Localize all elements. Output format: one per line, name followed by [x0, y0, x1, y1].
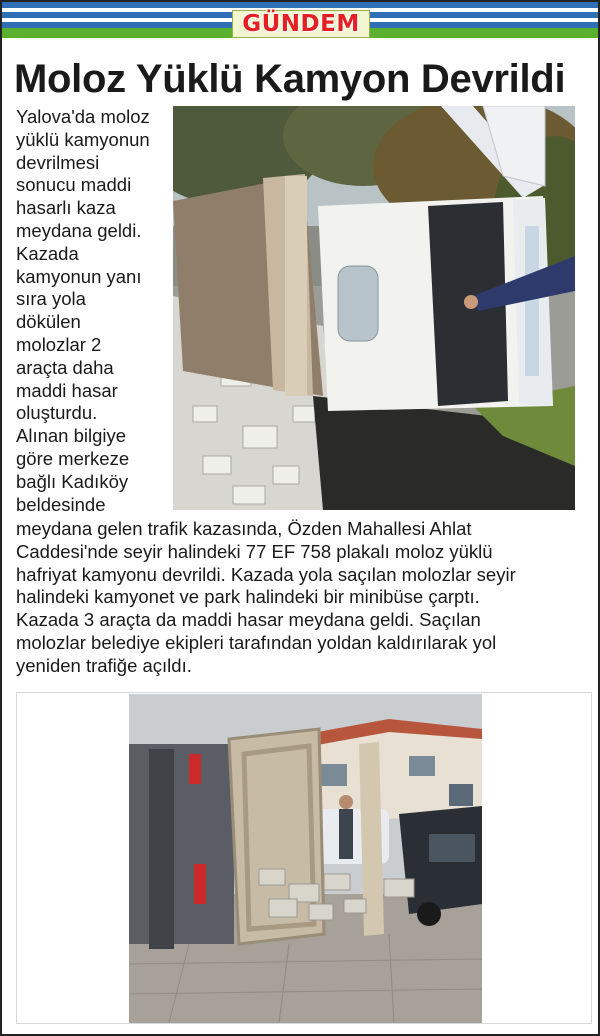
body-line: hasarlı kaza — [16, 197, 116, 219]
banner-stripe — [2, 38, 598, 46]
article-body-column — [16, 106, 171, 516]
body-line: molozlar 2 — [16, 333, 102, 355]
section-label-badge — [232, 10, 370, 38]
body-line: Caddesi'nde seyir halindeki 77 EF 758 plakalı moloz yüklü — [16, 540, 493, 562]
body-line: meydana gelen trafik kazasında, Özden Mahallesi Ahlat — [16, 518, 472, 539]
body-line: sıra yola — [16, 288, 86, 310]
section-label: GÜNDEM — [242, 11, 360, 37]
body-line: yeniden trafiğe açıldı. — [16, 654, 192, 676]
headline: Moloz Yüklü Kamyon Devrildi — [14, 57, 566, 101]
body-line: hafriyat kamyonu devrildi. Kazada yola saçılan molozlar seyir — [16, 563, 516, 585]
body-line: devrilmesi — [16, 151, 100, 173]
body-line: Kazada 3 araçta da maddi hasar meydana geldi. Saçılan — [16, 609, 481, 631]
body-line: molozlar belediye ekipleri tarafından yoldan kaldırılarak yol — [16, 631, 497, 653]
body-line: Yalova'da moloz — [16, 106, 150, 127]
body-line: göre merkeze — [16, 447, 130, 469]
accident-scene-photo — [129, 694, 482, 1023]
body-line: araçta daha — [16, 356, 114, 378]
overturned-truck-photo — [173, 106, 575, 510]
body-line: beldesinde — [16, 493, 106, 515]
body-line: maddi hasar — [16, 379, 118, 401]
body-line: sonucu maddi — [16, 174, 132, 196]
body-line: bağlı Kadıköy — [16, 470, 129, 492]
section-banner — [2, 2, 598, 46]
body-line: dökülen — [16, 311, 81, 333]
body-line: oluşturdu. — [16, 402, 98, 424]
body-line: Alınan bilgiye — [16, 425, 127, 447]
article-body-full — [16, 518, 592, 678]
body-line: Kazada — [16, 242, 79, 264]
body-line: yüklü kamyonun — [16, 128, 150, 150]
body-line: kamyonun yanı — [16, 265, 142, 287]
body-line: meydana geldi. — [16, 219, 142, 241]
body-line: halindeki kamyonet ve park halindeki bir minibüse çarptı. — [16, 586, 480, 608]
